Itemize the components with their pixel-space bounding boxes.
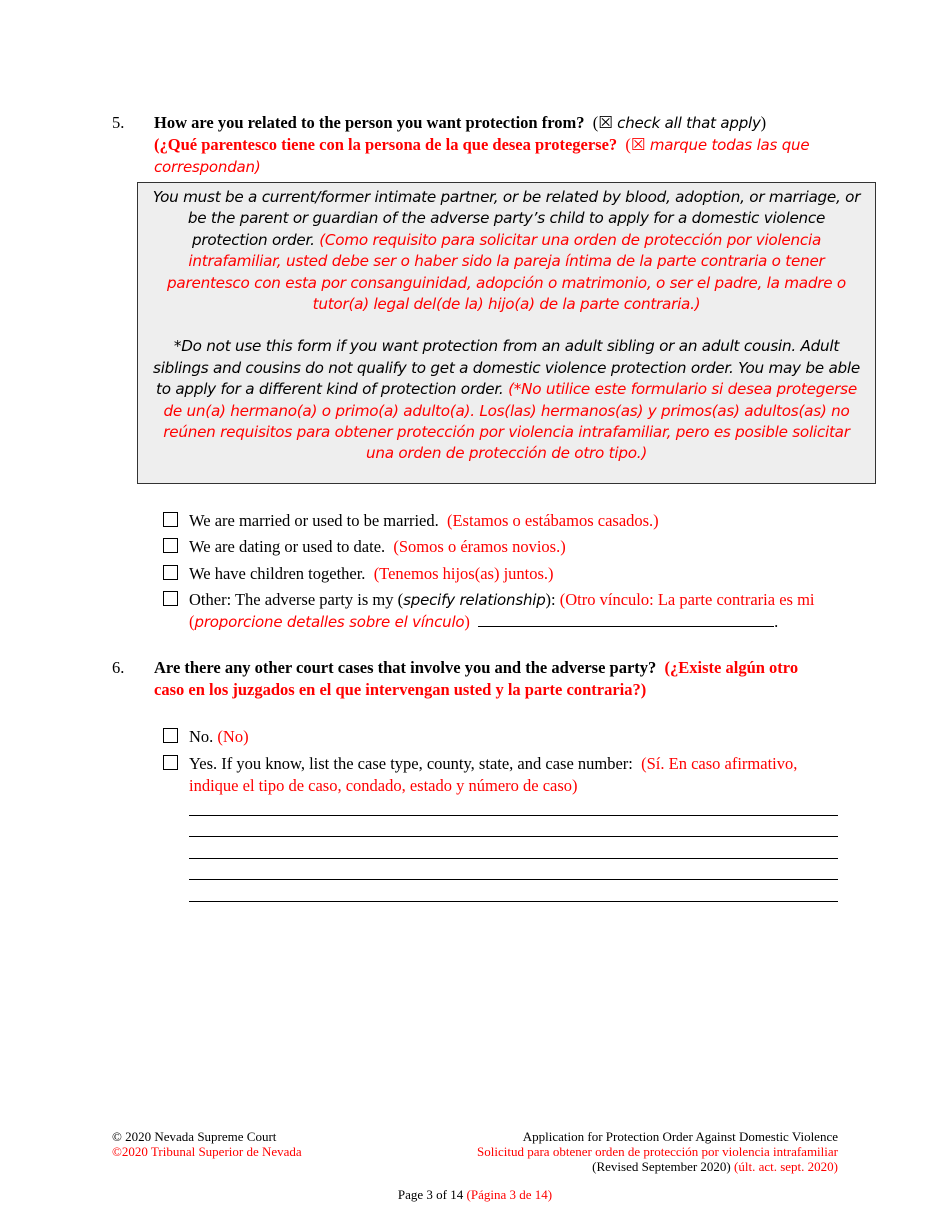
question-en: Are there any other court cases that involve you and the adverse party? [154, 658, 657, 677]
question-text: How are you related to the person you want protection from? (☒ check all that apply) (¿Qué parentesco tiene con la persona de la que desea protegerse? (☒ marque todas las que correspondan) [154, 113, 810, 176]
checkbox-married[interactable] [163, 512, 178, 527]
form-title-en: Application for Protection Order Against Domestic Violence [522, 1129, 838, 1144]
case-line-2[interactable] [189, 836, 838, 837]
form-title-es: Solicitud para obtener orden de protección por violencia intrafamiliar [477, 1144, 838, 1159]
question-number: 5. [112, 113, 125, 132]
page-number: Page 3 of 14 (Página 3 de 14) [397, 1187, 553, 1202]
copyright-es: ©2020 Tribunal Superior de Nevada [112, 1144, 302, 1159]
sibling-note-es: (*No utilice este formulario si desea protegerse de un(a) hermano(a) o primo(a) adulto(a). Los(las) hermanos(as) y primos(as) adultos(as) no reúnen requisitos para obtener protección por violencia intrafamiliar, pero es posible solicitar una orden de protección de otro tipo.) [163, 380, 857, 463]
checked-box-icon: ☒ [598, 113, 614, 132]
sibling-note-paragraph [150, 336, 863, 464]
sibling-note-en: *Do not use this form if you want protection from an adult sibling or an adult cousin. Adult siblings and cousins do not qualify to get a domestic violence protection order. You may be able to apply for a different kind of protection order. [153, 337, 860, 399]
eligibility-info-box [137, 182, 876, 484]
case-line-4[interactable] [189, 879, 838, 880]
footer-right [477, 1129, 838, 1174]
case-line-1[interactable] [189, 815, 838, 816]
revision-date: (Revised September 2020) (últ. act. sept. 2020) [592, 1159, 838, 1174]
check-instruction-es: marque todas las que correspondan) [154, 136, 810, 176]
eligibility-en: You must be a current/former intimate partner, or be related by blood, adoption, or marriage, or be the parent or guardian of the adverse party’s child to apply for a domestic violence protection order. [152, 188, 861, 249]
option-yes: Yes. If you know, list the case type, county, state, and case number: (Sí. En caso afirmativo, indique el tipo de caso, condado, estado y número de caso) [163, 753, 853, 797]
eligibility-es: (Como requisito para solicitar una orden de protección por violencia intrafamiliar, usted debe ser o haber sido la pareja íntima de la parte contraria o tener parentesco con esta por consanguinidad, adopción o matrimonio, o ser el padre, la madre o tutor(a) legal del(de la) hijo(a) de la parte contraria.) [167, 230, 846, 314]
question-text [154, 657, 814, 701]
copyright-en: © 2020 Nevada Supreme Court [112, 1129, 277, 1144]
check-instruction-en: check all that apply [617, 114, 761, 132]
question-es: (¿Existe algún otro caso en los juzgados en el que intervengan usted y la parte contraria?) [154, 658, 799, 699]
other-relationship-field[interactable] [478, 612, 774, 627]
option-other: Other: The adverse party is my (specify relationship): (Otro vínculo: La parte contraria es mi (proporcione detalles sobre el vínculo) . [163, 589, 853, 633]
option-dating: We are dating or used to date. (Somos o éramos novios.) [163, 536, 853, 558]
option-children: We have children together. (Tenemos hijos(as) juntos.) [163, 563, 853, 585]
option-married: We are married or used to be married. (Estamos o estábamos casados.) [163, 510, 853, 532]
question-en: How are you related to the person you want protection from? [154, 113, 585, 132]
checkbox-dating[interactable] [163, 538, 178, 553]
case-line-5[interactable] [189, 901, 838, 902]
checkbox-yes[interactable] [163, 755, 178, 770]
case-line-3[interactable] [189, 858, 838, 859]
checkbox-children[interactable] [163, 565, 178, 580]
checkbox-other[interactable] [163, 591, 178, 606]
checkbox-no[interactable] [163, 728, 178, 743]
question-es: (¿Qué parentesco tiene con la persona de la que desea protegerse? [154, 135, 618, 154]
footer-left [112, 1129, 302, 1159]
question-number: 6. [112, 658, 125, 677]
checked-box-icon: ☒ [630, 135, 646, 154]
eligibility-paragraph [150, 187, 863, 315]
option-no: No. (No) [163, 726, 853, 748]
